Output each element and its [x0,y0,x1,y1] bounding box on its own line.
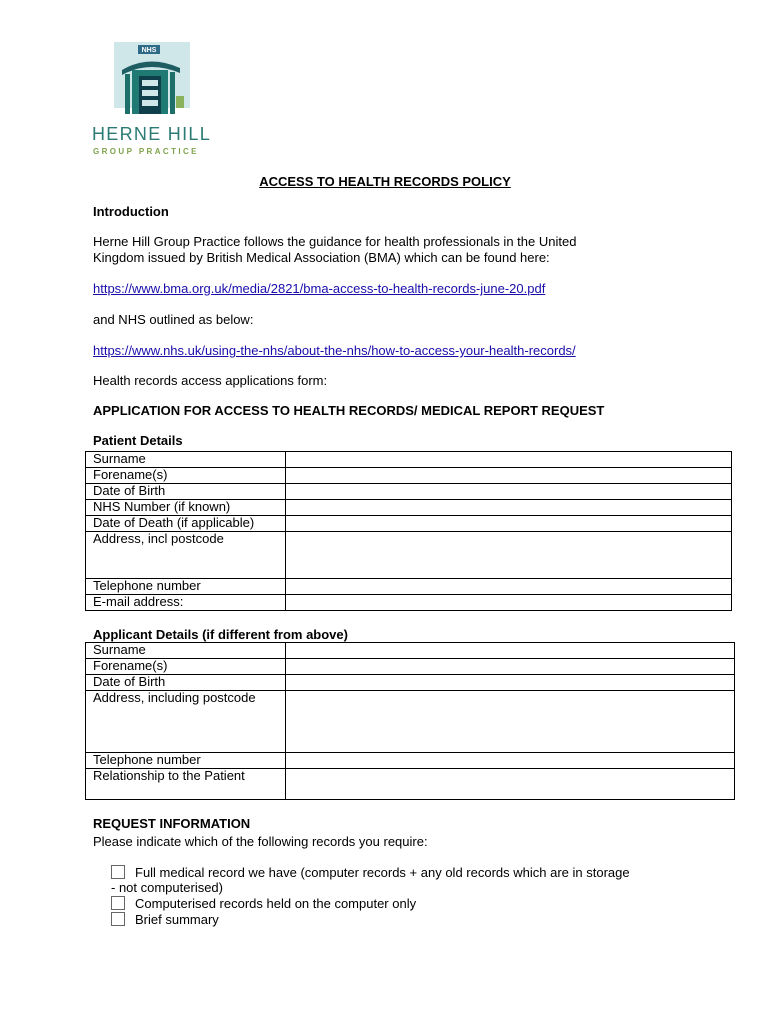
nhs-link[interactable]: https://www.nhs.uk/using-the-nhs/about-the-nhs/how-to-access-your-health-records/ [93,343,576,358]
summary-checkbox[interactable] [111,912,125,926]
row-label: Telephone number [86,579,286,595]
dob-field[interactable] [286,484,732,500]
relationship-field[interactable] [286,769,735,800]
applicant-surname-field[interactable] [286,643,735,659]
table-row [86,675,735,691]
nhs-number-field[interactable] [286,500,732,516]
building-logo-icon [92,40,218,124]
page-title: ACCESS TO HEALTH RECORDS POLICY [259,174,511,189]
full-record-checkbox[interactable] [111,865,125,879]
application-heading: APPLICATION FOR ACCESS TO HEALTH RECORDS/ MEDICAL REPORT REQUEST [93,403,605,418]
row-label: Relationship to the Patient [86,769,286,800]
table-row [86,753,735,769]
table-row [86,452,732,468]
logo-name: HERNE HILL [92,124,212,144]
table-row [86,769,735,800]
request-heading: REQUEST INFORMATION [93,816,251,831]
row-label: Date of Death (if applicable) [86,516,286,532]
table-row [86,532,732,579]
row-label: NHS Number (if known) [86,500,286,516]
table-row [86,691,735,753]
table-row [86,516,732,532]
table-row [86,643,735,659]
date-of-death-field[interactable] [286,516,732,532]
logo-subtitle: GROUP PRACTICE [93,147,199,156]
email-field[interactable] [286,595,732,611]
table-row [86,579,732,595]
row-label: Date of Birth [86,675,286,691]
row-label: Forename(s) [86,468,286,484]
bma-link[interactable]: https://www.bma.org.uk/media/2821/bma-access-to-health-records-june-20.pdf [93,281,546,296]
surname-field[interactable] [286,452,732,468]
applicant-telephone-field[interactable] [286,753,735,769]
row-label: Surname [86,452,286,468]
table-row [86,468,732,484]
patient-details-table [85,451,732,611]
practice-logo [92,40,218,160]
patient-details-heading: Patient Details [93,433,183,448]
table-row [86,500,732,516]
address-field[interactable] [286,532,732,579]
applicant-forename-field[interactable] [286,659,735,675]
option-summary [111,912,219,927]
option-computerised [111,896,416,911]
table-row [86,659,735,675]
request-instruction: Please indicate which of the following records you require: [93,834,428,849]
nhs-text: and NHS outlined as below: [93,312,254,327]
row-label: Address, including postcode [86,691,286,753]
applicant-dob-field[interactable] [286,675,735,691]
intro-heading: Introduction [93,204,169,219]
table-row [86,595,732,611]
option-full-record-cont: - not computerised) [111,880,223,895]
row-label: Forename(s) [86,659,286,675]
intro-text-line1: Herne Hill Group Practice follows the guidance for health professionals in the United [93,234,577,249]
forename-field[interactable] [286,468,732,484]
row-label: Telephone number [86,753,286,769]
option-full-record [111,865,630,880]
applicant-details-table [85,642,735,800]
table-row [86,484,732,500]
applicant-address-field[interactable] [286,691,735,753]
row-label: E-mail address: [86,595,286,611]
row-label: Surname [86,643,286,659]
telephone-field[interactable] [286,579,732,595]
form-text: Health records access applications form: [93,373,328,388]
intro-text-line2: Kingdom issued by British Medical Association (BMA) which can be found here: [93,250,550,265]
option-label: Computerised records held on the computer only [135,896,417,911]
nhs-badge: NHS [141,47,157,54]
option-label: Full medical record we have (computer records + any old records which are in storage [135,865,630,880]
row-label: Date of Birth [86,484,286,500]
option-label: Brief summary [135,912,219,927]
applicant-details-heading: Applicant Details (if different from above) [93,627,348,642]
row-label: Address, incl postcode [86,532,286,579]
computerised-checkbox[interactable] [111,896,125,910]
